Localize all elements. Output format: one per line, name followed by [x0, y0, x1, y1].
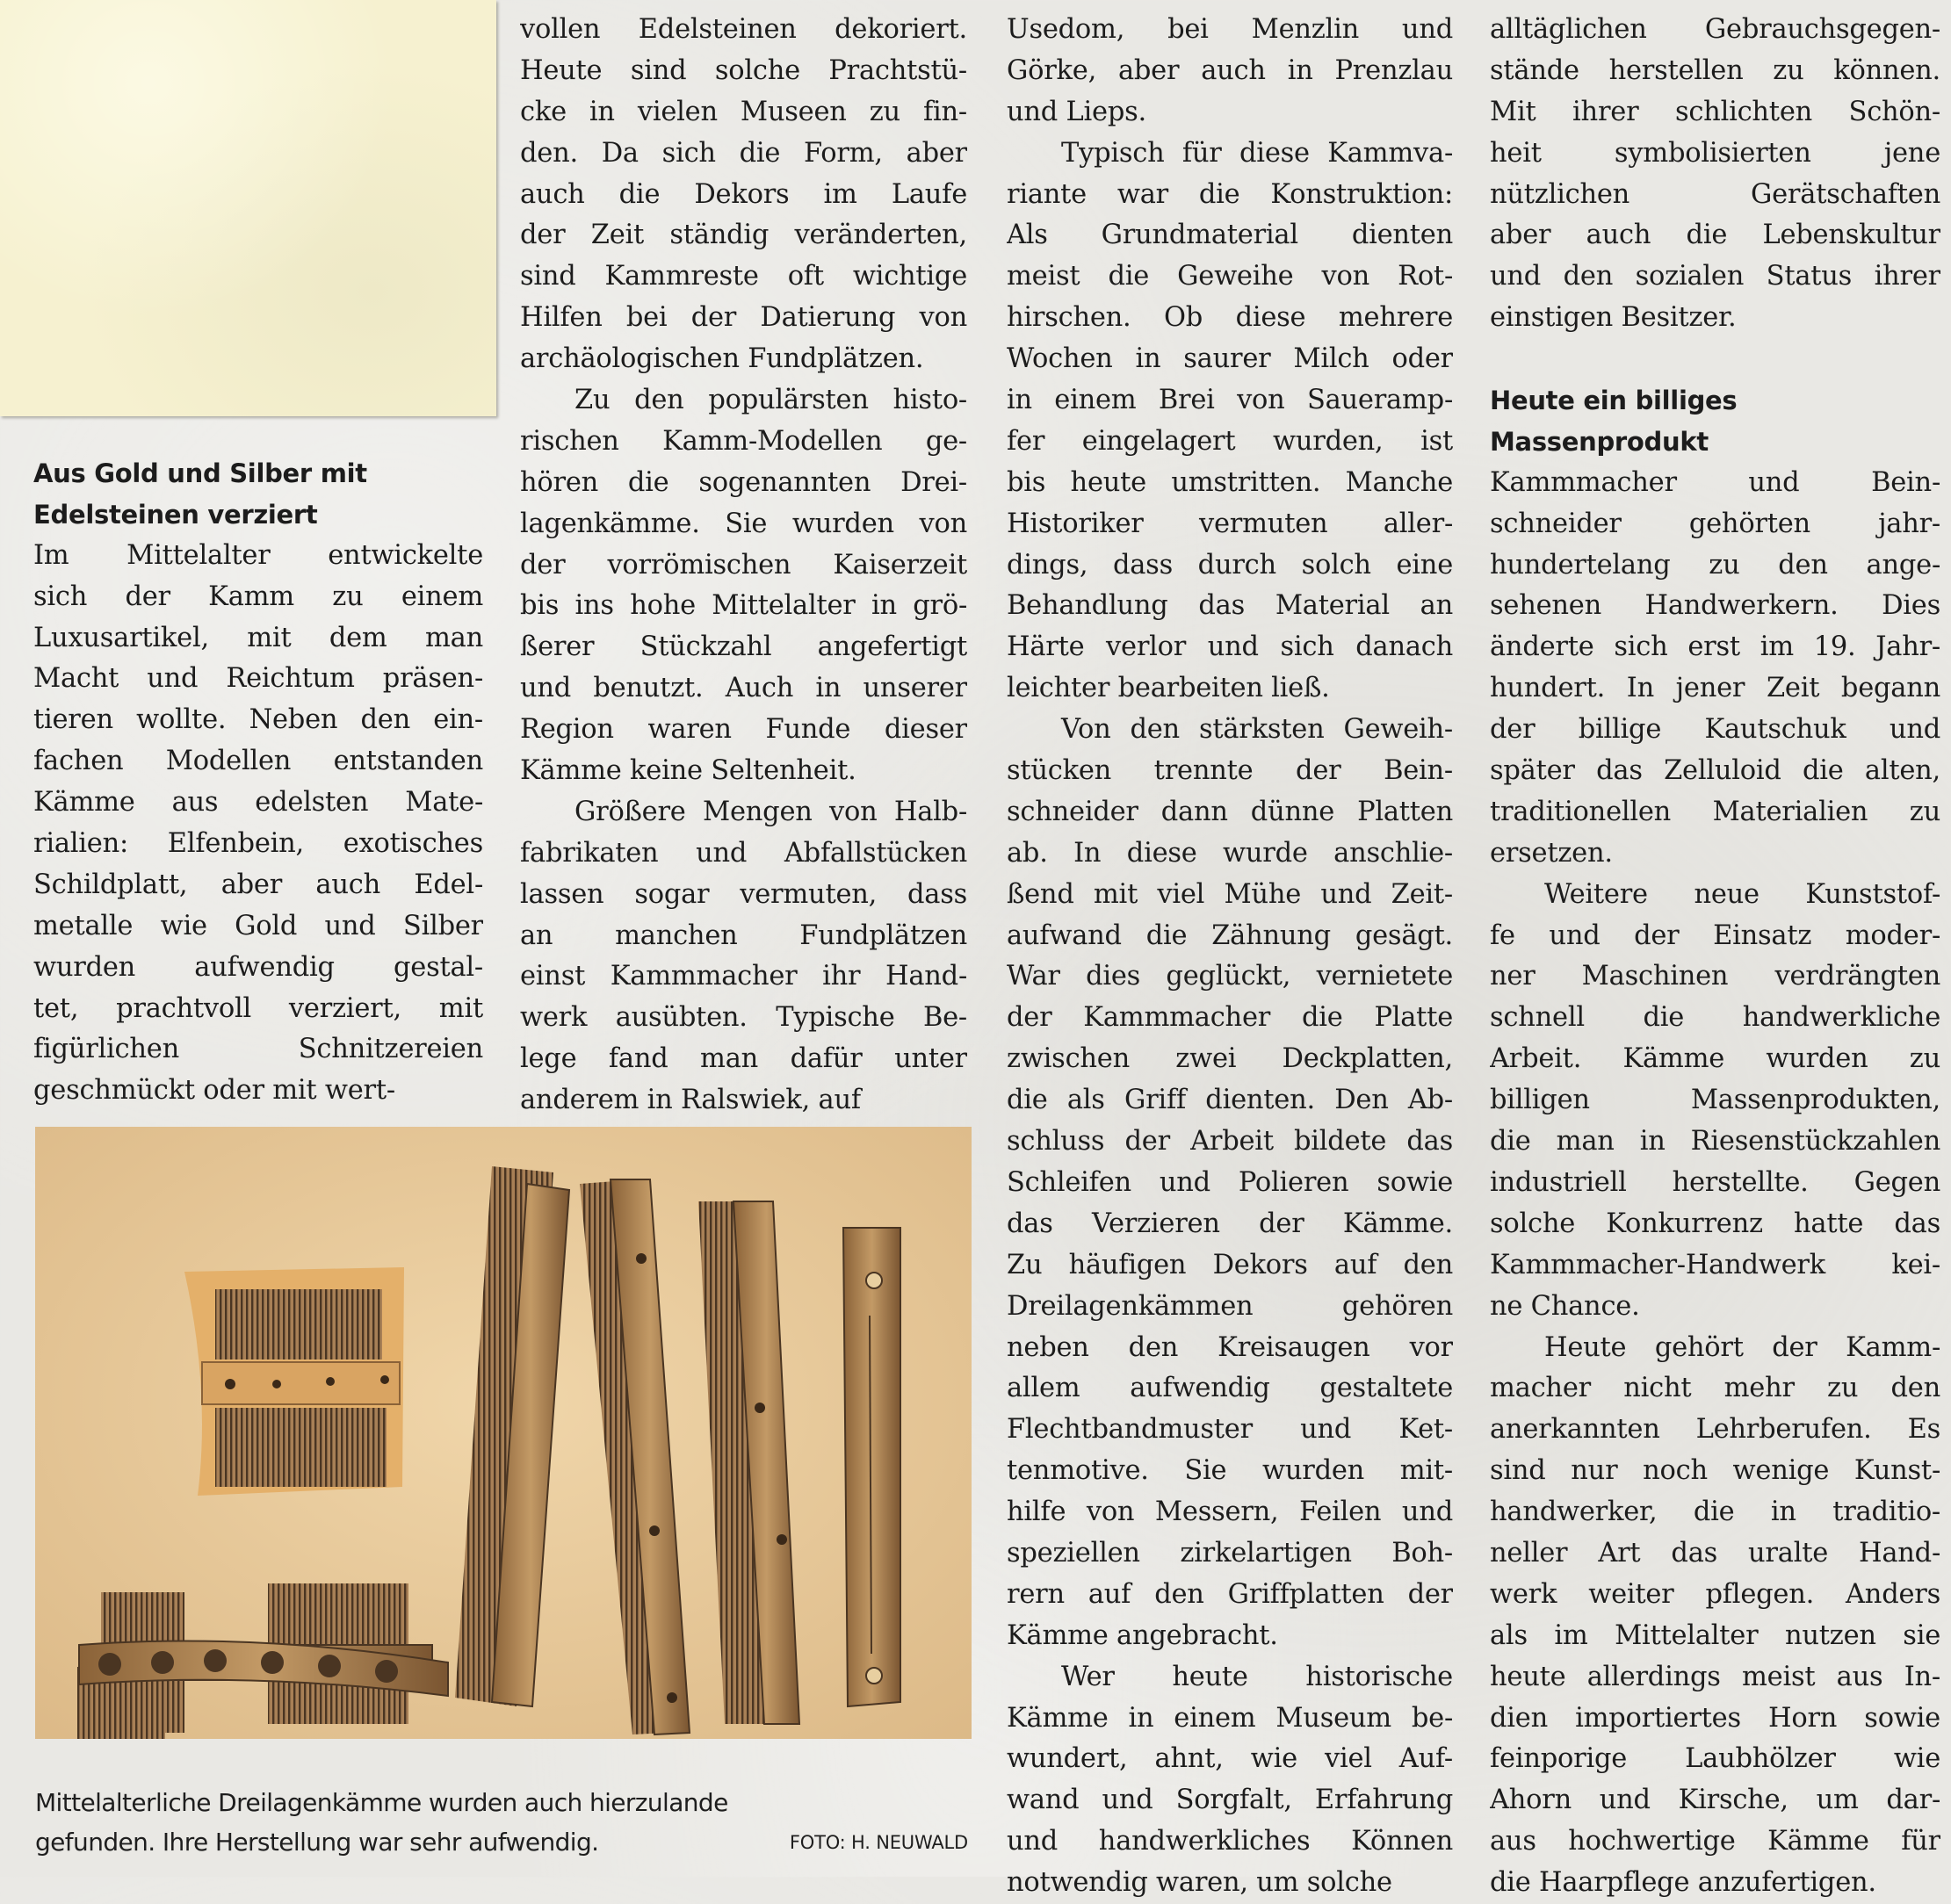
section-heading: Edelsteinen verziert [33, 499, 318, 530]
text-line: feinporige Laubhölzer wie [1490, 1743, 1940, 1775]
text-line: riante war die Konstruktion: [1007, 178, 1453, 210]
text-line: ersetzen. [1490, 837, 1613, 869]
text-line: neller Art das uralte Hand- [1490, 1537, 1940, 1569]
text-line: figürlichen Schnitzereien [33, 1034, 483, 1065]
text-line: anderem in Ralswiek, auf [520, 1085, 861, 1116]
text-line: War dies geglückt, vernietete [1007, 961, 1453, 992]
text-line: Kämme aus edelsten Mate- [33, 787, 483, 819]
text-line: sind Kammreste oft wichtige [520, 261, 967, 292]
text-line: cke in vielen Museen zu fin- [520, 96, 967, 127]
text-line: in einem Brei von Saueramp- [1007, 385, 1453, 416]
text-line: Als Grundmaterial dienten [1007, 220, 1453, 251]
text-line: sind nur noch wenige Kunst- [1490, 1455, 1940, 1487]
text-line: metalle wie Gold und Silber [33, 910, 483, 941]
caption-line: Mittelalterliche Dreilagenkämme wurden auch hierzulande [35, 1788, 728, 1817]
text-line: und handwerkliches Können [1007, 1826, 1453, 1857]
text-line: schneider dann dünne Platten [1007, 796, 1453, 827]
text-line: Weitere neue Kunststof- [1544, 878, 1940, 910]
text-line: Im Mittelalter entwickelte [33, 539, 483, 571]
text-line: ßerer Stückzahl angefertigt [520, 631, 967, 663]
comb-square [184, 1267, 404, 1496]
text-line: hilfe von Messern, Feilen und [1007, 1497, 1453, 1528]
column-body [1007, 10, 1453, 1904]
article-photo [35, 1127, 972, 1739]
text-line: Luxusartikel, mit dem man [33, 622, 483, 653]
text-line: neben den Kreisaugen vor [1007, 1331, 1453, 1363]
text-line: hundertelang zu den ange- [1490, 549, 1940, 581]
text-line: heute allerdings meist aus In- [1490, 1661, 1940, 1692]
text-line: Dreilagenkämmen gehören [1007, 1290, 1453, 1322]
text-line: rialien: Elfenbein, exotisches [33, 828, 483, 860]
column-body [33, 536, 483, 1112]
text-line: später das Zelluloid die alten, [1490, 755, 1940, 787]
column-body [520, 10, 967, 1121]
text-line: dings, dass durch solch eine [1007, 549, 1453, 581]
section-heading: Massenprodukt [1490, 426, 1709, 457]
text-line: geschmückt oder mit wert- [33, 1075, 395, 1107]
text-line: Historiker vermuten aller- [1007, 508, 1453, 539]
photo-caption [35, 1783, 972, 1862]
text-line: zwischen zwei Deckplatten, [1007, 1043, 1453, 1075]
text-line: dien importiertes Horn sowie [1490, 1702, 1940, 1734]
text-line: Arbeit. Kämme wurden zu [1490, 1043, 1940, 1075]
text-line: schneider gehörten jahr- [1490, 508, 1940, 539]
text-line: die als Griff dienten. Den Ab- [1007, 1085, 1453, 1116]
text-line: der Kammmacher die Platte [1007, 1002, 1453, 1034]
spacer [1490, 339, 1940, 380]
section-heading: Aus Gold und Silber mit [33, 458, 367, 488]
text-line: aus hochwertige Kämme für [1490, 1826, 1940, 1857]
text-line: einstigen Besitzer. [1490, 302, 1737, 334]
article-column-4 [1490, 10, 1940, 1904]
text-line: die Haarpflege anzufertigen. [1490, 1867, 1876, 1899]
sticky-note [0, 0, 496, 416]
text-line: billigen Massenprodukten, [1490, 1085, 1940, 1116]
text-line: tet, prachtvoll verziert, mit [33, 992, 483, 1024]
text-line: rern auf den Griffplatten der [1007, 1578, 1453, 1610]
text-line: Behandlung das Material an [1007, 590, 1453, 622]
column-body [1490, 10, 1940, 339]
text-line: Hilfen bei der Datierung von [520, 302, 967, 334]
text-line: schluss der Arbeit bildete das [1007, 1126, 1453, 1158]
text-line: auch die Dekors im Laufe [520, 178, 967, 210]
text-line: schnell die handwerkliche [1490, 1002, 1940, 1034]
text-line: vollen Edelsteinen dekoriert. [520, 14, 967, 45]
text-line: Macht und Reichtum präsen- [33, 663, 483, 695]
text-line: Kämme angebracht. [1007, 1619, 1278, 1651]
text-line: archäologischen Fundplätzen. [520, 343, 924, 375]
text-line: rischen Kamm-Modellen ge- [520, 425, 967, 457]
combs-photo [35, 1127, 972, 1739]
article-column-3 [1007, 10, 1453, 1904]
text-line: alltäglichen Gebrauchsgegen- [1490, 14, 1940, 45]
text-line: und Lieps. [1007, 96, 1146, 127]
text-line: heit symbolisierten jene [1490, 137, 1940, 169]
photo-credit: FOTO: H. NEUWALD [789, 1832, 968, 1853]
text-line: wand und Sorgfalt, Erfahrung [1007, 1785, 1453, 1816]
text-line: hirschen. Ob diese mehrere [1007, 302, 1453, 334]
text-line: werk ausübten. Typische Be- [520, 1002, 967, 1034]
text-line: den. Da sich die Form, aber [520, 137, 967, 169]
text-line: sich der Kamm zu einem [33, 581, 483, 612]
text-line: ab. In diese wurde anschlie- [1007, 837, 1453, 869]
text-line: Wer heute historische [1061, 1661, 1453, 1692]
text-line: Zu häufigen Dekors auf den [1007, 1249, 1453, 1280]
text-line: leichter bearbeiten ließ. [1007, 673, 1330, 704]
text-line: stände herstellen zu können. [1490, 54, 1940, 86]
text-line: änderte sich erst im 19. Jahr- [1490, 631, 1940, 663]
text-line: Kammmacher-Handwerk kei- [1490, 1249, 1940, 1280]
text-line: Ahorn und Kirsche, um dar- [1490, 1785, 1940, 1816]
text-line: Typisch für diese Kammva- [1061, 137, 1453, 169]
text-line: speziellen zirkelartigen Boh- [1007, 1537, 1453, 1569]
text-line: Usedom, bei Menzlin und [1007, 14, 1453, 45]
text-line: lagenkämme. Sie wurden von [520, 508, 967, 539]
text-line: lege fand man dafür unter [520, 1043, 967, 1075]
text-line: Heute gehört der Kamm- [1544, 1331, 1940, 1363]
text-line: sehenen Handwerkern. Dies [1490, 590, 1940, 622]
text-line: wurden aufwendig gestal- [33, 951, 483, 983]
text-line: Zu den populärsten histo- [574, 385, 967, 416]
text-line: einst Kammmacher ihr Hand- [520, 961, 967, 992]
text-line: bis ins hohe Mittelalter in grö- [520, 590, 967, 622]
text-line: hundert. In jener Zeit begann [1490, 673, 1940, 704]
text-line: ßend mit viel Mühe und Zeit- [1007, 878, 1453, 910]
caption-line: gefunden. Ihre Herstellung war sehr aufwendig. [35, 1828, 599, 1857]
text-line: fabrikaten und Abfallstücken [520, 837, 967, 869]
text-line: Mit ihrer schlichten Schön- [1490, 96, 1940, 127]
text-line: ne Chance. [1490, 1290, 1640, 1322]
text-line: und den sozialen Status ihrer [1490, 261, 1940, 292]
section-heading: Heute ein billiges [1490, 386, 1738, 416]
text-line: lassen sogar vermuten, dass [520, 878, 967, 910]
text-line: Flechtbandmuster und Ket- [1007, 1414, 1453, 1446]
text-line: allem aufwendig gestaltete [1007, 1373, 1453, 1404]
text-line: werk weiter pflegen. Anders [1490, 1578, 1940, 1610]
text-line: handwerker, die in traditio- [1490, 1497, 1940, 1528]
text-line: bis heute umstritten. Manche [1007, 466, 1453, 498]
column-body [1490, 463, 1940, 1904]
text-line: Kämme keine Seltenheit. [520, 755, 856, 787]
text-line: Schildplatt, aber auch Edel- [33, 869, 483, 900]
text-line: Von den stärksten Geweih- [1061, 714, 1453, 746]
text-line: Kammmacher und Bein- [1490, 466, 1940, 498]
comb-handle [843, 1228, 900, 1706]
text-line: Härte verlor und sich danach [1007, 631, 1453, 663]
text-line: hören die sogenannten Drei- [520, 466, 967, 498]
text-line: fachen Modellen entstanden [33, 746, 483, 777]
text-line: nützlichen Gerätschaften [1490, 178, 1940, 210]
text-line: Schleifen und Polieren sowie [1007, 1166, 1453, 1198]
article-column-2 [520, 10, 967, 1121]
text-line: der billige Kautschuk und [1490, 714, 1940, 746]
text-line: stücken trennte der Bein- [1007, 755, 1453, 787]
text-line: fer eingelagert wurden, ist [1007, 425, 1453, 457]
text-line: Größere Mengen von Halb- [574, 796, 967, 827]
text-line: aber auch die Lebenskultur [1490, 220, 1940, 251]
text-line: und benutzt. Auch in unserer [520, 673, 967, 704]
text-line: der vorrömischen Kaiserzeit [520, 549, 967, 581]
text-line: solche Konkurrenz hatte das [1490, 1208, 1940, 1239]
text-line: Wochen in saurer Milch oder [1007, 343, 1453, 375]
text-line: Görke, aber auch in Prenzlau [1007, 54, 1453, 86]
text-line: tieren wollte. Neben den ein- [33, 704, 483, 736]
text-line: an manchen Fundplätzen [520, 920, 967, 951]
text-line: ner Maschinen verdrängten [1490, 961, 1940, 992]
text-line: als im Mittelalter nutzen sie [1490, 1619, 1940, 1651]
text-line: das Verzieren der Kämme. [1007, 1208, 1453, 1239]
article-column-1 [33, 453, 483, 1112]
text-line: der Zeit ständig veränderten, [520, 220, 967, 251]
text-line: fe und der Einsatz moder- [1490, 920, 1940, 951]
text-line: Region waren Funde dieser [520, 714, 967, 746]
text-line: traditionellen Materialien zu [1490, 796, 1940, 827]
text-line: Heute sind solche Prachtstü- [520, 54, 967, 86]
text-line: anerkannten Lehrberufen. Es [1490, 1414, 1940, 1446]
text-line: Kämme in einem Museum be- [1007, 1702, 1453, 1734]
text-line: die man in Riesenstückzahlen [1490, 1126, 1940, 1158]
text-line: meist die Geweihe von Rot- [1007, 261, 1453, 292]
text-line: wundert, ahnt, wie viel Auf- [1007, 1743, 1453, 1775]
text-line: industriell herstellte. Gegen [1490, 1166, 1940, 1198]
text-line: aufwand die Zähnung gesägt. [1007, 920, 1453, 951]
text-line: tenmotive. Sie wurden mit- [1007, 1455, 1453, 1487]
text-line: notwendig waren, um solche [1007, 1867, 1392, 1899]
text-line: macher nicht mehr zu den [1490, 1373, 1940, 1404]
